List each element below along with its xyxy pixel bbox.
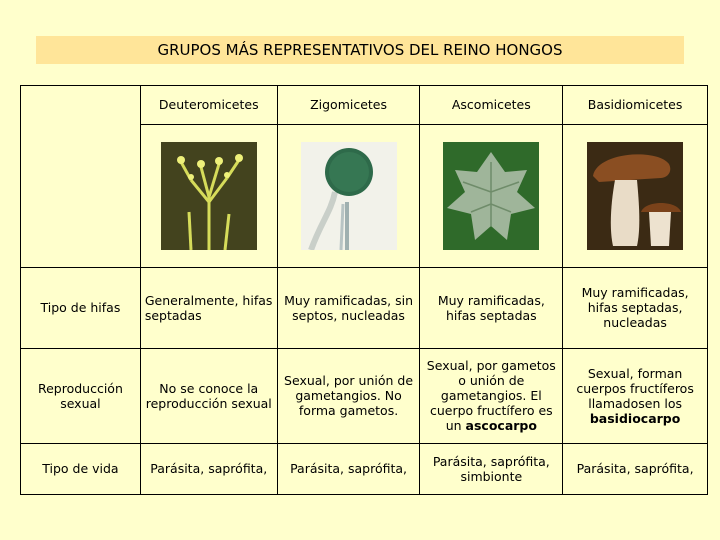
image-cell-ascomicetes bbox=[420, 124, 563, 267]
fungus-basidiomicetes-image bbox=[587, 142, 683, 250]
header-basidiomicetes: Basidiomicetes bbox=[563, 86, 708, 125]
row-label-reproduccion: Reproducción sexual bbox=[21, 348, 141, 443]
cell-vida-ascomicetes: Parásita, saprófita, simbionte bbox=[420, 443, 563, 494]
fungus-ascomicetes-image bbox=[443, 142, 539, 250]
cell-repro-deuteromicetes: No se conoce la reproducción sexual bbox=[140, 348, 277, 443]
cell-hifas-ascomicetes: Muy ramificadas, hifas septadas bbox=[420, 267, 563, 348]
image-cell-deuteromicetes bbox=[140, 124, 277, 267]
title-banner bbox=[36, 36, 684, 64]
empty-corner-cell bbox=[21, 86, 141, 268]
image-cell-basidiomicetes bbox=[563, 124, 708, 267]
row-tipo-de-vida bbox=[21, 443, 708, 494]
cell-hifas-deuteromicetes: Generalmente, hifas septadas bbox=[140, 267, 277, 348]
fungi-table bbox=[20, 85, 708, 495]
cell-vida-basidiomicetes: Parásita, saprófita, bbox=[563, 443, 708, 494]
image-cell-zigomicetes bbox=[277, 124, 420, 267]
term-basidiocarpo: basidiocarpo bbox=[589, 410, 681, 426]
cell-repro-zigomicetes: Sexual, por unión de gametangios. No forma gametos. bbox=[277, 348, 420, 443]
fungus-zigomicetes-image bbox=[301, 142, 397, 250]
repro-basidiomicetes-text: Sexual, forman cuerpos fructíferos llamadosen los bbox=[576, 365, 694, 411]
cell-vida-deuteromicetes: Parásita, saprófita, bbox=[140, 443, 277, 494]
header-deuteromicetes: Deuteromicetes bbox=[140, 86, 277, 125]
cell-vida-zigomicetes: Parásita, saprófita, bbox=[277, 443, 420, 494]
row-label-vida: Tipo de vida bbox=[21, 443, 141, 494]
row-label-hifas: Tipo de hifas bbox=[21, 267, 141, 348]
header-row bbox=[21, 86, 708, 125]
term-ascocarpo: ascocarpo bbox=[465, 418, 537, 434]
cell-hifas-zigomicetes: Muy ramificadas, sin septos, nucleadas bbox=[277, 267, 420, 348]
cell-repro-ascomicetes bbox=[420, 348, 563, 443]
row-reproduccion-sexual bbox=[21, 348, 708, 443]
cell-repro-basidiomicetes bbox=[563, 348, 708, 443]
cell-hifas-basidiomicetes: Muy ramificadas, hifas septadas, nucleadas bbox=[563, 267, 708, 348]
header-zigomicetes: Zigomicetes bbox=[277, 86, 420, 125]
page-title: GRUPOS MÁS REPRESENTATIVOS DEL REINO HONGOS bbox=[157, 41, 563, 59]
row-tipo-de-hifas bbox=[21, 267, 708, 348]
fungus-deuteromicetes-image bbox=[161, 142, 257, 250]
repro-ascomicetes-text: Sexual, por gametos o unión de gametangios. El cuerpo fructífero es un bbox=[426, 358, 556, 434]
header-ascomicetes: Ascomicetes bbox=[420, 86, 563, 125]
